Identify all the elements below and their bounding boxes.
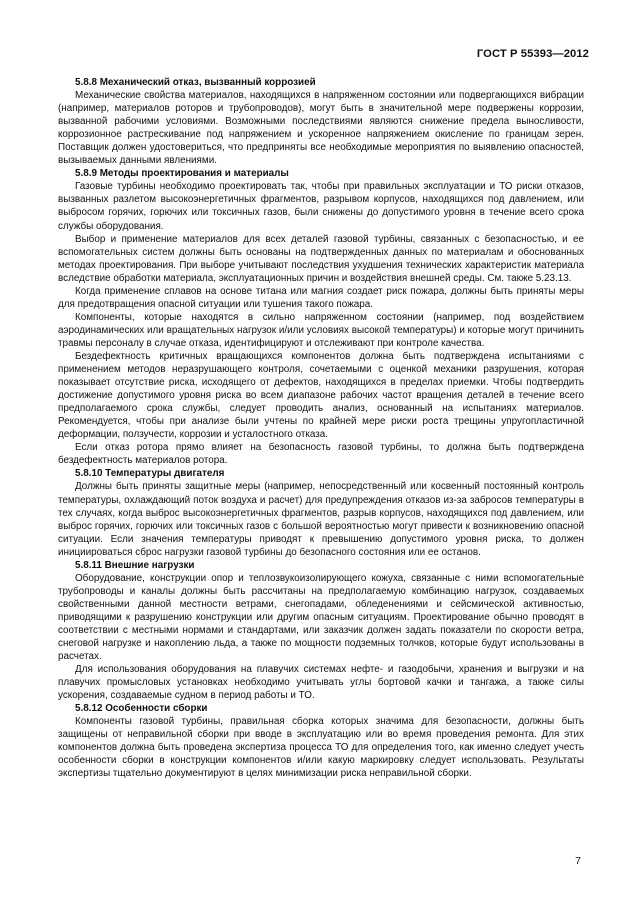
section-5-8-11 [58,559,584,703]
paragraph: Для использования оборудования на плавучих системах нефте- и газодобычи, хранения и выгрузки и на плавучих промысловых установках необходимо учитывать углы бортовой качки и тангажа, а также силы ускорения, создаваемые судном в период работы и ТО. [58,664,584,702]
paragraph: Когда применение сплавов на основе титана или магния создает риск пожара, должны быть приняты меры для предотвращения опасной ситуации или тушения такого пожара. [58,285,584,310]
paragraph: Газовые турбины необходимо проектировать так, чтобы при правильных эксплуатации и ТО риски отказов, вызванных разлетом высокоэнергетичных фрагментов, разрывом корпусов, находящихся под давлением, или выбросом горячих, горючих или токсичных газов, были снижены до допустимого уровня в течение всего срока службы оборудования. [58,181,584,232]
section-heading: 5.8.9 Методы проектирования и материалы [75,168,289,180]
paragraph: Оборудование, конструкции опор и теплозвукоизолирующего кожуха, связанные с ними вспомогательные трубопроводы и каналы должны быть рассчитаны на предполагаемую комбинацию нагрузок, создаваемых свойственными данной местности ветрами, снегопадами, обледенениями и сейсмической активностью, приводящими к разрушению конструкции или другим опасным ситуациям. Проектирование обычно проводят в соответствии с местными нормами и стандартами, или заказчик должен задать показатели по скорости ветра, снеговой нагрузке и накоплению льда, а также по мощности подземных толчков, которые будут использованы в расчетах. [58,572,584,663]
paragraph: Компоненты, которые находятся в сильно напряженном состоянии (например, под воздействием аэродинамических или вращательных нагрузок и/или условиях высокой температуры) и которые могут причинить травмы персоналу в случае отказа, идентифицируют и отслеживают при контроле качества. [58,311,584,349]
section-5-8-8 [58,76,584,167]
section-5-8-10 [58,467,584,558]
section-heading: 5.8.10 Температуры двигателя [75,468,225,480]
section-5-8-12 [58,702,584,780]
section-heading: 5.8.12 Особенности сборки [75,703,208,715]
paragraph: Бездефектность критичных вращающихся компонентов должна быть подтверждена испытаниями с применением методов неразрушающего контроля, сочетаемыми с оценкой механики разрушения, которая показывает отсутствие риска, исходящего от дефектов, находящихся в пределах приемки. Чтобы подтвердить достижение допустимого уровня риска во всем диапазоне рабочих частот вращения деталей в течение всего предполагаемого срока службы, следует проводить анализ, основанный на испытаниях материалов. Рекомендуется, чтобы при анализе были учтены по крайней мере риски роста трещины упругопластичной деформации, ползучести, коррозии и усталостного отказа. [58,350,584,441]
section-heading: 5.8.11 Внешние нагрузки [75,559,195,571]
document-id: ГОСТ Р 55393—2012 [476,48,589,60]
paragraph: Выбор и применение материалов для всех деталей газовой турбины, связанных с безопасностью, и ее вспомогательных систем должны быть основаны на подтвержденных данных по материалам и обоснованных методах проектирования. При выборе учитывают последствия ухудшения технических характеристик материала вследствие обработки материала, эксплуатационных причин и воздействия внешней среды. См. также 5.23.13. [58,233,584,284]
paragraph: Если отказ ротора прямо влияет на безопасность газовой турбины, то должна быть подтверждена бездефектность материалов ротора. [58,442,584,467]
page-number: 7 [575,855,581,867]
section-heading: 5.8.8 Механический отказ, вызванный коррозией [75,77,316,88]
document-body [58,76,584,781]
paragraph: Компоненты газовой турбины, правильная сборка которых значима для безопасности, должны быть защищены от неправильной сборки при вводе в эксплуатацию или во время проведения ремонта. Для этих компонентов должна быть проведена экспертиза процесса ТО для определения того, как именно следует учесть особенности сборки в конструкции компонентов и/или какую маркировку следует использовать. Результаты экспертизы тщательно документируют в целях минимизации риска неправильной сборки. [58,716,584,780]
paragraph: Механические свойства материалов, находящихся в напряженном состоянии или подвергающихся вибрации (например, материалов роторов и трубопроводов), могут быть в значительной мере подвержены коррозии, вызванной рабочими условиями. Возможными последствиями являются снижение предела выносливости, коррозионное растрескивание под напряжением и ускоренное напряжением окисление по границам зерен. Поставщик должен удостовериться, что предприняты все необходимые мероприятия по выявлению опасностей, вызываемых данными явлениями. [58,90,584,167]
section-5-8-9 [58,167,584,467]
paragraph: Должны быть приняты защитные меры (например, непосредственный или косвенный постоянный контроль температуры, охлаждающий поток воздуха и расчет) для предупреждения отказов из-за забросов температуры в тех случаях, когда выброс высокоэнергетичных фрагментов, разрыв корпусов, находящихся под давлением, или выброс горячих, горючих или токсичных газов с большой вероятностью могут привести к возникновению опасной ситуации. Если значения температуры приводят к превышению допустимого уровня риска, то должен инициироваться сброс нагрузки газовой турбины до безопасного состояния или ее останов. [58,481,584,558]
